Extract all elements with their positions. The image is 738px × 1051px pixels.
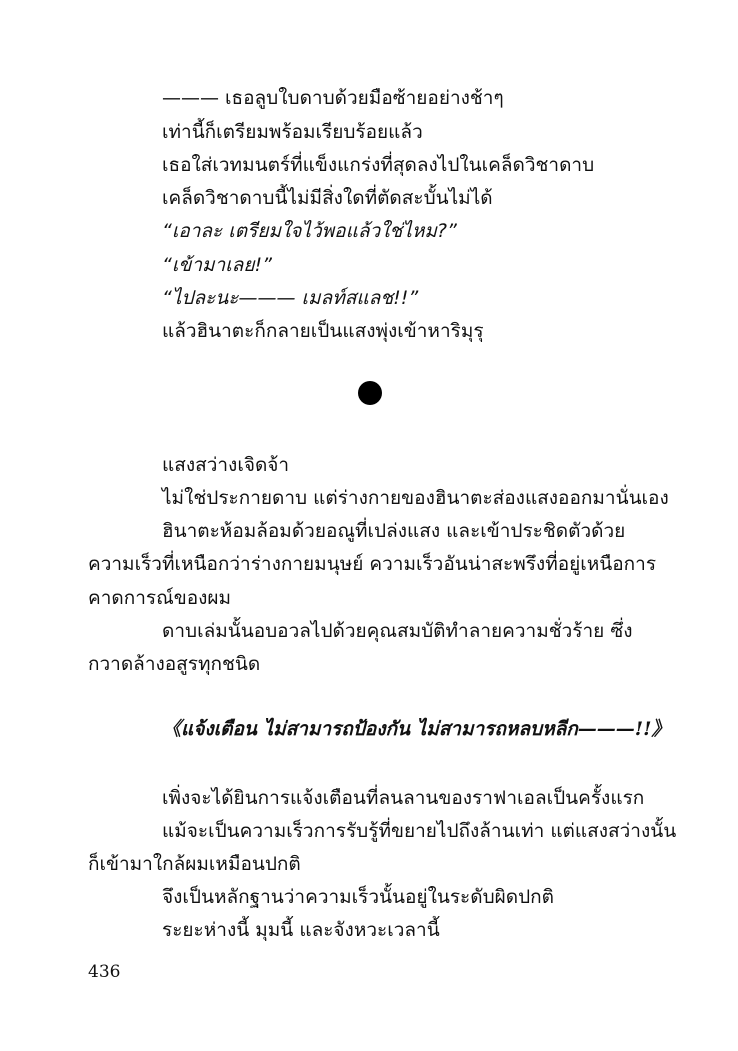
system-notice: 《แจ้งเตือน ไม่สามารถป้องกัน ไม่สามารถหลบหลีก———!!》 [162,718,671,740]
text-line: จึงเป็นหลักฐานว่าความเร็วนั้นอยู่ในระดับผิดปกติ [162,886,555,908]
text-line: ระยะห่างนี้ มุมนี้ และจังหวะเวลานี้ [162,919,440,941]
dialogue-line: “ไปละนะ——— เมลท์สแลช!!” [162,287,419,309]
text-line: ไม่ใช่ประกายดาบ แต่ร่างกายของฮินาตะส่องแสงออกมานั่นเอง [162,487,669,509]
text-line: แล้วฮินาตะก็กลายเป็นแสงพุ่งเข้าหาริมุรุ [162,320,484,342]
text-line: ความเร็วที่เหนือกว่าร่างกายมนุษย์ ความเร็วอันน่าสะพรึงที่อยู่เหนือการ [88,553,657,575]
text-line: ฮินาตะห้อมล้อมด้วยอณูที่เปล่งแสง และเข้าประชิดตัวด้วย [162,520,626,542]
text-line: เพิ่งจะได้ยินการแจ้งเตือนที่ลนลานของราฟาเอลเป็นครั้งแรก [162,787,645,809]
dialogue-line: “เข้ามาเลย!” [162,254,272,276]
page-number: 436 [88,962,121,982]
text-line: แสงสว่างเจิดจ้า [162,454,290,476]
dialogue-line: “เอาละ เตรียมใจไว้พอแล้วใช่ไหม?” [162,220,457,242]
text-line: เคล็ดวิชาดาบนี้ไม่มีสิ่งใดที่ตัดสะบั้นไม่ได้ [162,187,493,209]
text-line: แม้จะเป็นความเร็วการรับรู้ที่ขยายไปถึงล้านเท่า แต่แสงสว่างนั้น [162,820,677,842]
text-line: ——— เธอลูบใบดาบด้วยมือซ้ายอย่างช้าๆ [162,87,504,109]
text-line: กวาดล้างอสูรทุกชนิด [88,653,261,675]
section-break-dot [358,381,382,405]
text-line: คาดการณ์ของผม [88,587,232,609]
text-line: เท่านี้ก็เตรียมพร้อมเรียบร้อยแล้ว [162,121,423,143]
text-line: ก็เข้ามาใกล้ผมเหมือนปกติ [88,853,301,875]
text-line: เธอใส่เวทมนตร์ที่แข็งแกร่งที่สุดลงไปในเคล็ดวิชาดาบ [162,154,595,176]
text-line: ดาบเล่มนั้นอบอวลไปด้วยคุณสมบัติทำลายความชั่วร้าย ซึ่ง [162,620,633,642]
